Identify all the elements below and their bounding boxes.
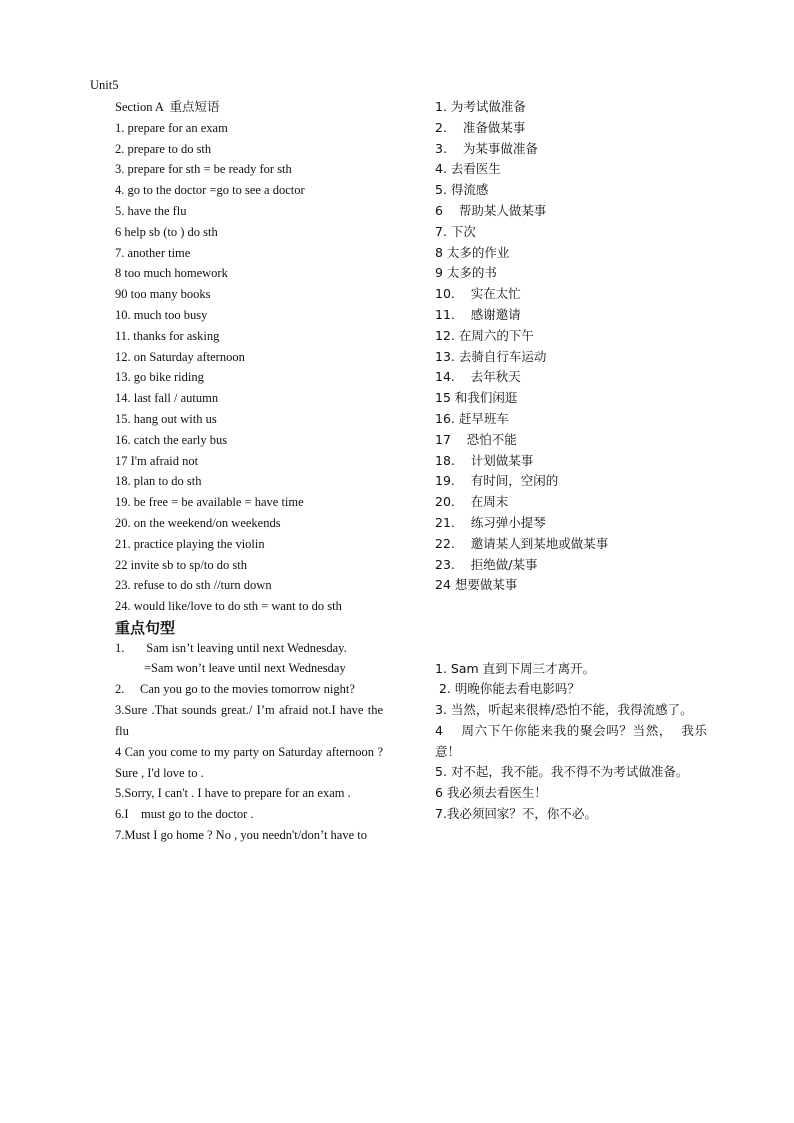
- phrase-en: 19. be free = be available = have time: [115, 495, 304, 510]
- phrase-en: 6 help sb (to ) do sth: [115, 224, 218, 239]
- sentence-cn-7: 7.我必须回家？不，你不必。: [435, 806, 597, 821]
- sentence-cn-5: 5. 对不起，我不能。我不得不为考试做准备。: [435, 764, 689, 779]
- phrase-cn: 5. 得流感: [435, 182, 489, 198]
- section-label: Section A: [115, 100, 170, 114]
- phrase-cn: 24 想要做某事: [435, 577, 518, 593]
- sentence-en-1-alt: =Sam won’t leave until next Wednesday: [144, 661, 346, 675]
- phrase-en: 8 too much homework: [115, 266, 228, 281]
- phrase-en: 12. on Saturday afternoon: [115, 349, 245, 364]
- sentence-en-5: 5.Sorry, I can't . I have to prepare for an exam .: [115, 786, 351, 800]
- phrase-cn: 3. 为某事做准备: [435, 140, 538, 156]
- phrase-en: 7. another time: [115, 245, 191, 260]
- sentence-en-1: 1. Sam isn’t leaving until next Wednesday.: [115, 641, 347, 655]
- phrase-en: 3. prepare for sth = be ready for sth: [115, 162, 292, 177]
- phrase-en: 16. catch the early bus: [115, 432, 228, 447]
- phrase-cn: 7. 下次: [435, 223, 476, 239]
- phrase-en: 5. have the flu: [115, 203, 187, 218]
- phrase-en: 2. prepare to do sth: [115, 141, 212, 156]
- phrase-cn: 21. 练习弹小提琴: [435, 514, 546, 530]
- sentence-cn-1: 1. Sam 直到下周三才离开。: [435, 661, 596, 676]
- phrase-cn: 9 太多的书: [435, 265, 497, 281]
- phrase-en: 22 invite sb to sp/to do sth: [115, 557, 247, 572]
- phrase-en: 14. last fall / autumn: [115, 391, 219, 406]
- phrase-en: 21. practice playing the violin: [115, 536, 265, 551]
- phrase-cn: 4. 去看医生: [435, 161, 501, 177]
- phrase-en: 18. plan to do sth: [115, 474, 202, 489]
- sentence-cn-3: 3. 当然，听起来很棒/恐怕不能，我得流感了。: [435, 702, 693, 717]
- sentence-en-6: 6.I must go to the doctor .: [115, 807, 254, 821]
- phrase-cn: 14. 去年秋天: [435, 369, 521, 385]
- unit-title: Unit5: [90, 78, 119, 92]
- sentence-cn-4: 4 周六下午你能来我的聚会吗？当然， 我乐意！: [435, 723, 707, 759]
- phrase-en: 17 I'm afraid not: [115, 453, 199, 468]
- sentence-en-7: 7.Must I go home ? No , you needn't/don’t have to: [115, 828, 367, 842]
- phrase-cn: 15 和我们闲逛: [435, 390, 518, 406]
- phrase-list-english: [115, 97, 415, 617]
- phrase-cn: 22. 邀请某人到某地或做某事: [435, 535, 609, 551]
- phrase-cn: 16. 赶早班车: [435, 410, 509, 426]
- phrase-cn: 12. 在周六的下午: [435, 327, 534, 343]
- sentence-en-3: 3.Sure .That sounds great./ I’m afraid not.I have the flu: [115, 703, 383, 738]
- phrase-cn: 19. 有时间，空闲的: [435, 473, 559, 489]
- section-label-cn: 重点短语: [169, 99, 220, 114]
- sentence-cn-2: 2. 明晚你能去看电影吗？: [435, 681, 580, 696]
- phrase-cn: 13. 去骑自行车运动: [435, 348, 547, 364]
- section-title: [115, 97, 415, 118]
- phrase-cn: 1. 为考试做准备: [435, 99, 526, 114]
- phrase-en: 20. on the weekend/on weekends: [115, 515, 281, 530]
- phrase-en: 24. would like/love to do sth = want to do sth: [115, 599, 342, 614]
- phrase-en: 1. prepare for an exam: [115, 120, 228, 135]
- phrase-cn: 23. 拒绝做/某事: [435, 556, 538, 572]
- phrase-cn: 10. 实在太忙: [435, 286, 521, 302]
- sentence-en-2: 2. Can you go to the movies tomorrow night?: [115, 682, 355, 696]
- phrase-en: 23. refuse to do sth //turn down: [115, 578, 272, 593]
- phrase-en: 13. go bike riding: [115, 370, 204, 385]
- phrase-cn: 18. 计划做某事: [435, 452, 534, 468]
- phrase-cn: 20. 在周末: [435, 494, 509, 510]
- key-sentences-heading: 重点句型: [115, 619, 176, 637]
- phrase-en: 10. much too busy: [115, 307, 208, 322]
- sentence-en-4: 4 Can you come to my party on Saturday afternoon ? Sure , I'd love to .: [115, 745, 383, 780]
- phrase-cn: 6 帮助某人做某事: [435, 202, 547, 218]
- phrase-en: 90 too many books: [115, 287, 211, 302]
- phrase-en: 11. thanks for asking: [115, 328, 220, 343]
- phrase-cn: 2. 准备做某事: [435, 119, 526, 135]
- phrase-cn: 8 太多的作业: [435, 244, 510, 260]
- sentence-cn-6: 6 我必须去看医生！: [435, 785, 547, 800]
- phrase-en: 4. go to the doctor =go to see a doctor: [115, 183, 305, 198]
- phrase-list-chinese: [435, 97, 755, 596]
- phrase-en: 15. hang out with us: [115, 411, 217, 426]
- phrase-cn: 11. 感谢邀请: [435, 306, 521, 322]
- phrase-cn: 17 恐怕不能: [435, 431, 517, 447]
